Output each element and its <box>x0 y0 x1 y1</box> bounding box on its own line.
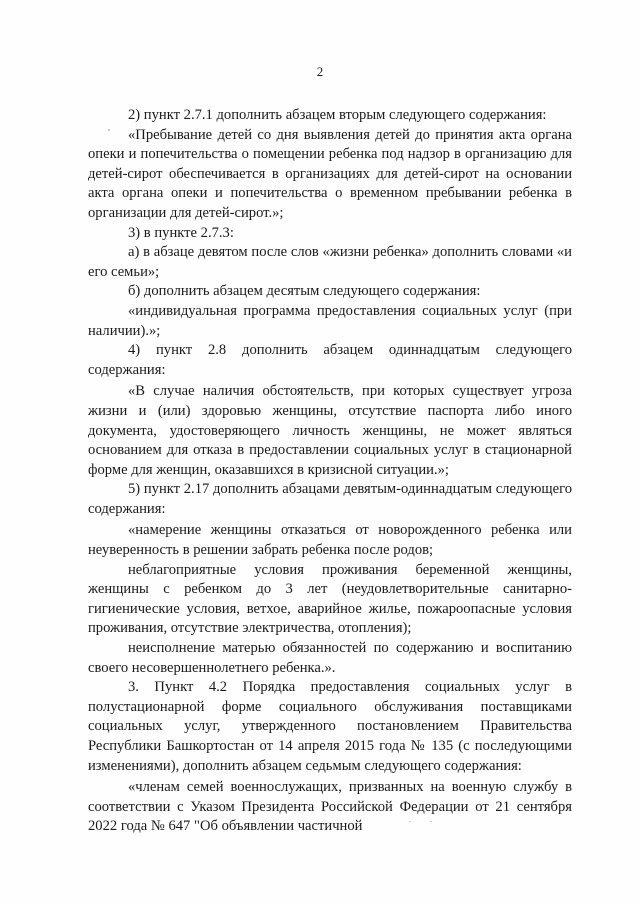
paragraph: 4) пункт 2.8 дополнить абзацем одиннадцатым следующего содержания: <box>88 342 572 378</box>
paragraph: 3. Пункт 4.2 Порядка предоставления социальных услуг в полустационарной форме социального обслуживания поставщиками социальных услуг, утвержденного постановлением Правительства Республики Башкортостан от 14 апреля 2015 года № 135 (с последующими изменениями), дополнить абзацем седьмым следующего содержания: <box>88 679 572 774</box>
paragraph: 5) пункт 2.17 дополнить абзацами девятым-одиннадцатым следующего содержания: <box>88 481 572 517</box>
paragraph: а) в абзаце девятом после слов «жизни ребенка» дополнить словами «и его семьи»; <box>88 244 572 280</box>
paragraph: «членам семей военнослужащих, призванных на военную службу в соответствии с Указом Президента Российской Федерации от 21 сентября 2022 года № 647 "Об объявлении частичной <box>88 779 572 835</box>
paragraph: б) дополнить абзацем десятым следующего содержания: <box>128 283 481 300</box>
document-body <box>88 106 572 837</box>
paragraph: 2) пункт 2.7.1 дополнить абзацем вторым следующего содержания: <box>128 107 547 123</box>
paragraph: «индивидуальная программа предоставления социальных услуг (при наличии).»; <box>88 302 572 339</box>
paragraph: неблагоприятные условия проживания беременной женщины, женщины с ребенком до 3 лет (неудовлетворительные санитарно-гигиенические условия, ветхое, аварийное жилье, пожароопасные условия проживания, отсутствие электричества, отопления); <box>88 561 572 637</box>
paragraph: неисполнение матерью обязанностей по содержанию и воспитанию своего несовершеннолетнего ребенка.». <box>88 640 572 676</box>
paragraph: «Пребывание детей со дня выявления детей до принятия акта органа опеки и попечительства о помещении ребенка под надзор в организацию для детей-сирот обеспечивается в организациях для детей-сирот на основании акта органа опеки и попечительства о временном пребывании ребенка в организации для детей-сирот.»; <box>88 126 572 221</box>
paragraph: «намерение женщины отказаться от новорожденного ребенка или неуверенность в решении забрать ребенка после родов; <box>88 522 572 559</box>
page-number: 2 <box>316 64 324 79</box>
paragraph: «В случае наличия обстоятельств, при которых существует угроза жизни и (или) здоровью женщины, отсутствие паспорта либо иного документа, удостоверяющего личность женщины, не может являться основанием для отказа в предоставлении социальных услуг в стационарной форме для женщин, оказавшихся в кризисной ситуации.»; <box>88 383 572 478</box>
paragraph: 3) в пункте 2.7.3: <box>128 224 234 241</box>
